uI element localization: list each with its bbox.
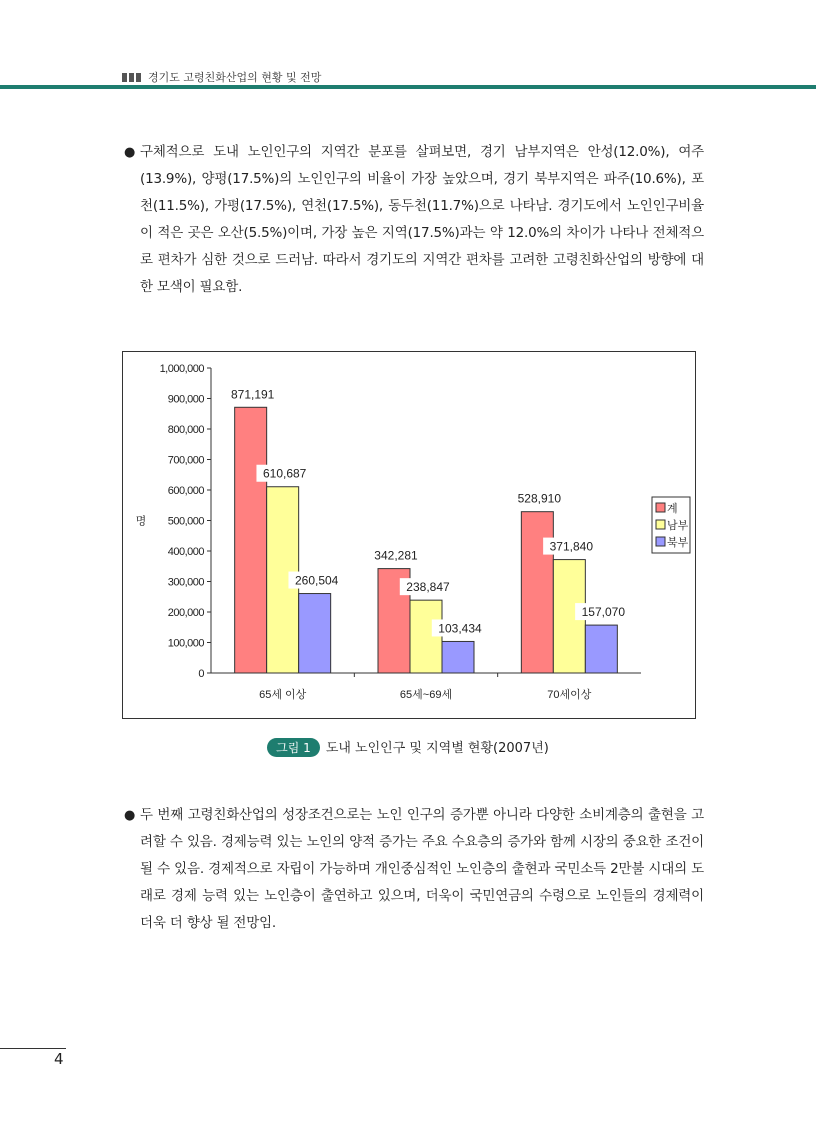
bar bbox=[299, 594, 331, 673]
legend-label: 북부 bbox=[667, 537, 689, 549]
x-tick-label: 65세 이상 bbox=[259, 689, 307, 701]
bar bbox=[521, 512, 553, 673]
data-label: 342,281 bbox=[374, 548, 418, 563]
legend-label: 계 bbox=[667, 503, 678, 515]
data-label: 260,504 bbox=[294, 573, 339, 588]
paragraph-2-text: 두 번째 고령친화산업의 성장조건으로는 노인 인구의 증가뿐 아니라 다양한 소비계층의 출현을 고려할 수 있음. 경제능력 있는 노인의 양적 증가는 주요 수요층의 증가와 함께 시장의 중요한 조건이 될 수 있음. 경제적으로 자립이 가능하며 개인중심적인 노인층의 출현과 국민소득 2만불 시대의 도래로 경제 능력 있는 노인층이 출연하고 있으며, 더욱이 국민연금의 수령으로 노인들의 경제력이 더욱 더 향상 될 전망임. bbox=[140, 807, 704, 931]
data-label: 238,847 bbox=[406, 580, 450, 595]
y-tick-label: 800,000 bbox=[167, 424, 204, 436]
y-tick-label: 400,000 bbox=[167, 546, 204, 558]
page-number: 4 bbox=[54, 1050, 64, 1068]
footer-rule bbox=[0, 1048, 66, 1049]
figure-caption bbox=[0, 737, 816, 757]
paragraph-1-text: 구체적으로 도내 노인인구의 지역간 분포를 살펴보면, 경기 남부지역은 안성(12.0%), 여주(13.9%), 양평(17.5%)의 노인인구의 비율이 가장 높았으며, 경기 북부지역은 파주(10.6%), 포천(11.5%), 가평(17.5%), 연천(17.5%), 동두천(11.7%)으로 나타남. 경기도에서 노인인구비율이 적은 곳은 오산(5.5%)이며, 가장 높은 지역(17.5%)과는 약 12.0%의 차이가 나타나 전체적으로 편차가 심한 것으로 드러남. 따라서 경기도의 지역간 편차를 고려한 고령친화산업의 방향에 대한 모색이 필요함. bbox=[140, 144, 704, 295]
paragraph-1 bbox=[124, 139, 704, 301]
running-header bbox=[122, 69, 321, 85]
bar bbox=[410, 600, 442, 673]
data-label: 103,434 bbox=[438, 621, 482, 636]
y-tick-label: 1,000,000 bbox=[159, 363, 204, 375]
data-label: 371,840 bbox=[549, 539, 594, 554]
y-tick-label: 300,000 bbox=[167, 576, 204, 589]
caption-text: 도내 노인인구 및 지역별 현황(2007년) bbox=[325, 741, 549, 756]
legend-swatch bbox=[656, 520, 665, 529]
header-rule bbox=[0, 85, 816, 89]
legend-swatch bbox=[656, 503, 665, 512]
x-tick-label: 70세이상 bbox=[547, 689, 592, 701]
caption-label: 그림 1 bbox=[267, 738, 320, 757]
data-label: 610,687 bbox=[262, 466, 307, 481]
y-tick-label: 200,000 bbox=[167, 607, 204, 619]
legend-label: 남부 bbox=[667, 520, 689, 532]
x-tick-label: 65세~69세 bbox=[399, 689, 453, 701]
legend-swatch bbox=[656, 537, 665, 546]
bullet-icon: ● bbox=[124, 808, 136, 823]
bar bbox=[235, 407, 267, 673]
data-label: 528,910 bbox=[517, 491, 562, 506]
running-header-title: 경기도 고령친화산업의 현황 및 전망 bbox=[148, 71, 322, 84]
header-marks-icon bbox=[122, 73, 141, 82]
y-tick-label: 700,000 bbox=[167, 454, 204, 467]
y-tick-label: 600,000 bbox=[167, 485, 204, 497]
bar bbox=[585, 625, 617, 673]
y-tick-label: 500,000 bbox=[167, 515, 204, 528]
y-axis-title: 명 bbox=[135, 515, 147, 528]
y-tick-label: 0 bbox=[198, 668, 204, 680]
bullet-icon: ● bbox=[124, 145, 136, 160]
y-tick-label: 100,000 bbox=[167, 637, 204, 650]
chart-frame bbox=[122, 351, 696, 719]
data-label: 157,070 bbox=[581, 605, 626, 620]
bar bbox=[442, 641, 474, 673]
y-tick-label: 900,000 bbox=[167, 393, 204, 406]
data-label: 871,191 bbox=[230, 387, 275, 402]
paragraph-2 bbox=[124, 802, 704, 937]
bar-chart bbox=[123, 352, 697, 720]
